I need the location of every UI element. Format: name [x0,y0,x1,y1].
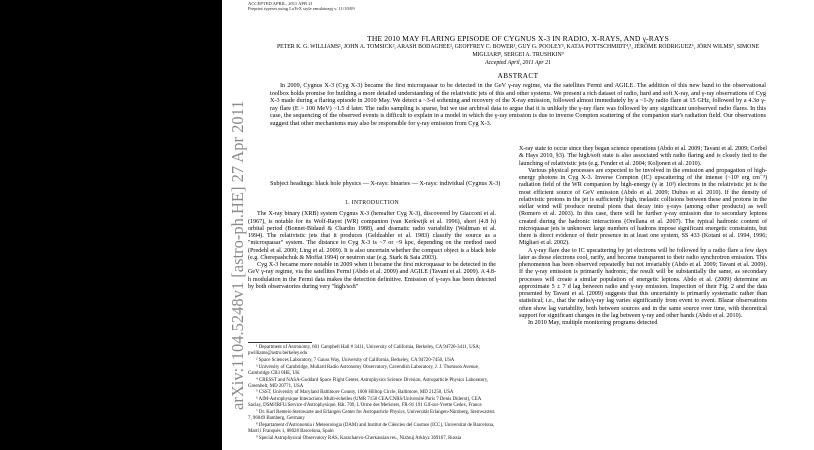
author-list: PETER K. G. WILLIAMS¹, JOHN A. TOMSICK², ARASH BODAGHEE², GEOFFREY C. BOWER¹, GUY G. POOLEY³, KATJA POTTSCHMIDT⁴,⁵, JÉRÔME RODRIGUEZ⁶, JÖRN WILMS⁷, SIMONE MIGLIARI⁸, SERGEI A. TRUSHKIN⁹ [276,44,760,58]
accepted-date: Accepted April, 2011 Apr 21 [485,60,551,66]
footnote: ¹ Department of Astronomy, 601 Campbell Hall # 3411, University of California, Berkeley, CA 94720-3411, USA; pwilliams@astro.berkeley.edu [248,345,481,357]
left-paragraph: The X-ray binary (XRB) system Cygnus X-3 (hereafter Cyg X-3), discovered by Giacconi et al. (1967), is notable for its Wolf-Rayet (WR) companion (van Kerkwijk et al. 1996), short (4.8 h) orbital period (Bonnet-Bidaud & Chardin 1988), and dramatic radio variability (Waltman et al. 1994). The relativistic jets that it produces (Geldzahler et al. 1983) classify the source as a "microquasar" system. The distance to Cyg X-3 is ~7 or ~9 kpc, depending on the method used (Predehl et al. 2000; Ling et al. 2009). It is also uncertain whether the compact object is a black hole (e.g. Cherepashchuk & Moffat 1994) or neutron star (e.g. Stark & Saia 2003). [248,211,496,261]
right-paragraph: A γ-ray flare due to IC upscattering by jet electrons will be followed by a radio flare a few days later as those electrons cool, rarify, and become transparent to their radio synchrotron emission. This phenomenon has been observed repeatedly but not invariably (Abdo et al. 2009; Tavani et al. 2009). If the γ-ray emission is primarily hadronic, the result will be substantially the same, as secondary processes will create a similar population of energetic leptons. Abdo et al. (2009) determine an approximate 5 ± 7 d lag between radio and γ-ray emission. Inspection of their Fig. 2 and the data presented by Tavani et al. (2009) suggests that this uncertainty is primarily systematic rather than statistical; i.e., that the radio/γ-ray lag varies significantly from event to event. Blazar observations often show lag variability, both between sources and in the same source over time, with theoretical support for significant changes in the lag between γ-ray and other bands (Abdo et al. 2010). [519,247,767,319]
arxiv-identifier[interactable]: arXiv:1104.5248v1 [astro-ph.HE] 27 Apr 2011 [228,100,247,410]
section-heading-introduction: 1. INTRODUCTION [344,200,400,206]
running-header-accepted: ACCEPTED APRIL, 2011 APR 21 [248,1,313,6]
footnote: ⁵ CSST, University of Maryland Baltimore County, 1000 Hilltop Circle, Baltimore, MD 21250, USA [256,390,454,396]
footnote: ⁴ CRESST and NASA-Goddard Space Flight Center, Astrophysics Science Division, Astroparticle Physics Laboratory, Greenbelt, MD 20771, USA [248,377,489,389]
abstract-heading: ABSTRACT [497,72,539,80]
right-column [519,146,767,327]
footnotes [248,345,496,443]
footnote: ⁹ Special Astrophysical Observatory RAS, Karachaevo-Cherkassian res., Nizhnij Arkhyz 369167, Russia [256,435,462,441]
footnote: ⁸ Departament d'Astronomia i Meteorologia (DAM) and Institut de Ciències del Cosmos (ICC), Universitat de Barcelona, Martí i Franquès 1, 08028 Barcelona, Spain [248,423,495,435]
paper-title: THE 2010 MAY FLARING EPISODE OF CYGNUS X-3 IN RADIO, X-RAYS, AND γ-RAYS [367,34,669,43]
right-paragraph: Various physical processes are expected to be involved in the emission and propagation of high-energy photons in Cyg X-3. Inverse Compton (IC) upscattering of the intense (~10⁵ erg cm⁻³) radiation field of the WR companion by high-energy (γ ≳ 10³) electrons in the relativistic jet is the most efficient source of GeV emission (Abdo et al. 2009; Dubus et al. 2010). If the density of relativistic protons in the jet is sufficiently high, inelastic collisions between these and protons in the stellar wind will produce neutral pions that decay into γ-rays (among other products) as well (Romero et al. 2003). In this case, there will be further γ-ray emission due to secondary leptons created during the hadronic interactions (Orellana et al. 2007). The typical hadronic content of microquasar jets is unknown: large numbers of hadrons impose significant energetic constraints, but there is direct evidence of their presence in at least one system, SS 433 (Kotani et al. 1994, 1996; Migliari et al. 2002). [519,167,767,247]
footnote-divider [248,342,312,343]
left-paragraph: Cyg X-3 became more notable in 2009 when it became the first microquasar to be detected in the GeV γ-ray regime, via the satellites Fermi (Abdo et al. 2009) and AGILE (Tavani et al. 2009). A 4.8-h modulation in the Fermi data makes the detection definitive. Emission of γ-rays has been detected by both observatories during very "high/soft" [248,262,496,290]
right-paragraph: X-ray state to occur since they began science operations (Abdo et al. 2009; Tavani et al. 2009; Corbel & Hays 2010, §3). The high/soft state is also associated with radio flaring and is closely tied to the launching of relativistic jets (e.g. Fender et al. 2004; Koljonen et al. 2010). [519,146,767,167]
abstract-text: In 2009, Cygnus X-3 (Cyg X-3) became the first microquasar to be detected in the GeV γ-ray regime, via the satellites Fermi and AGILE. The addition of this new band to the observational toolbox holds promise for building a more detailed understanding of the relativistic jets of this and other systems. We present a rich dataset of radio, hard and soft X-ray, and γ-ray observations of Cyg X-3 made during a flaring episode in 2010 May. We detect a ~3-d softening and recovery of the X-ray emission, followed almost immediately by a ~1-Jy radio flare at 15 GHz, followed by a 4.3σ γ-ray flare (E > 100 MeV) ~1.5 d later. The radio sampling is sparse, but we use archival data to argue that it is unlikely the γ-ray flare was followed by any significant unobserved radio flares. In this case, the sequencing of the observed events is difficult to explain in a model in which the γ-ray emission is due to inverse Compton scattering of the companion star's radiation field. Our observations suggest that other mechanisms may also be responsible for γ-ray emission from Cyg X-3. [270,82,766,127]
footnote: ⁶ AIM-Astrophysique Interactions Multi-échelles (UMR 7158 CEA/CNRS/Université Paris 7 Denis Diderot), CEA Saclay, DSM/IRFU/Service d'Astrophysique, Bât. 709, L'Orme des Merisiers, FR-91 191 Gif-sur-Yvette Cedex, France [248,397,482,409]
footnote: ⁷ Dr. Karl Remeis-Sternwarte and Erlangen Center for Astroparticle Physics, Universität Erlangen-Nürnberg, Sternwartstr. 7, 96049 Bamberg, Germany [248,410,496,422]
footnote: ³ University of Cambridge, Mullard Radio Astronomy Observatory, Cavendish Laboratory, J. J. Thomson Avenue, Cambridge CB3 0HE, UK [248,364,480,376]
right-paragraph: In 2010 May, multiple monitoring programs detected [528,320,658,326]
subject-headings: Subject headings: black hole physics — X-rays: binaries — X-rays: individual (Cygnus X-3) [270,180,501,187]
footnote: ² Space Sciences Laboratory, 7 Gauss Way, University of California, Berkeley, CA 94720-7450, USA [256,357,455,363]
arxiv-sidebar [0,0,247,450]
paper-page [222,0,814,450]
left-column [248,200,496,291]
running-header-preprint: Preprint typeset using LaTeX style emulateapj v. 11/10/09 [248,6,355,11]
